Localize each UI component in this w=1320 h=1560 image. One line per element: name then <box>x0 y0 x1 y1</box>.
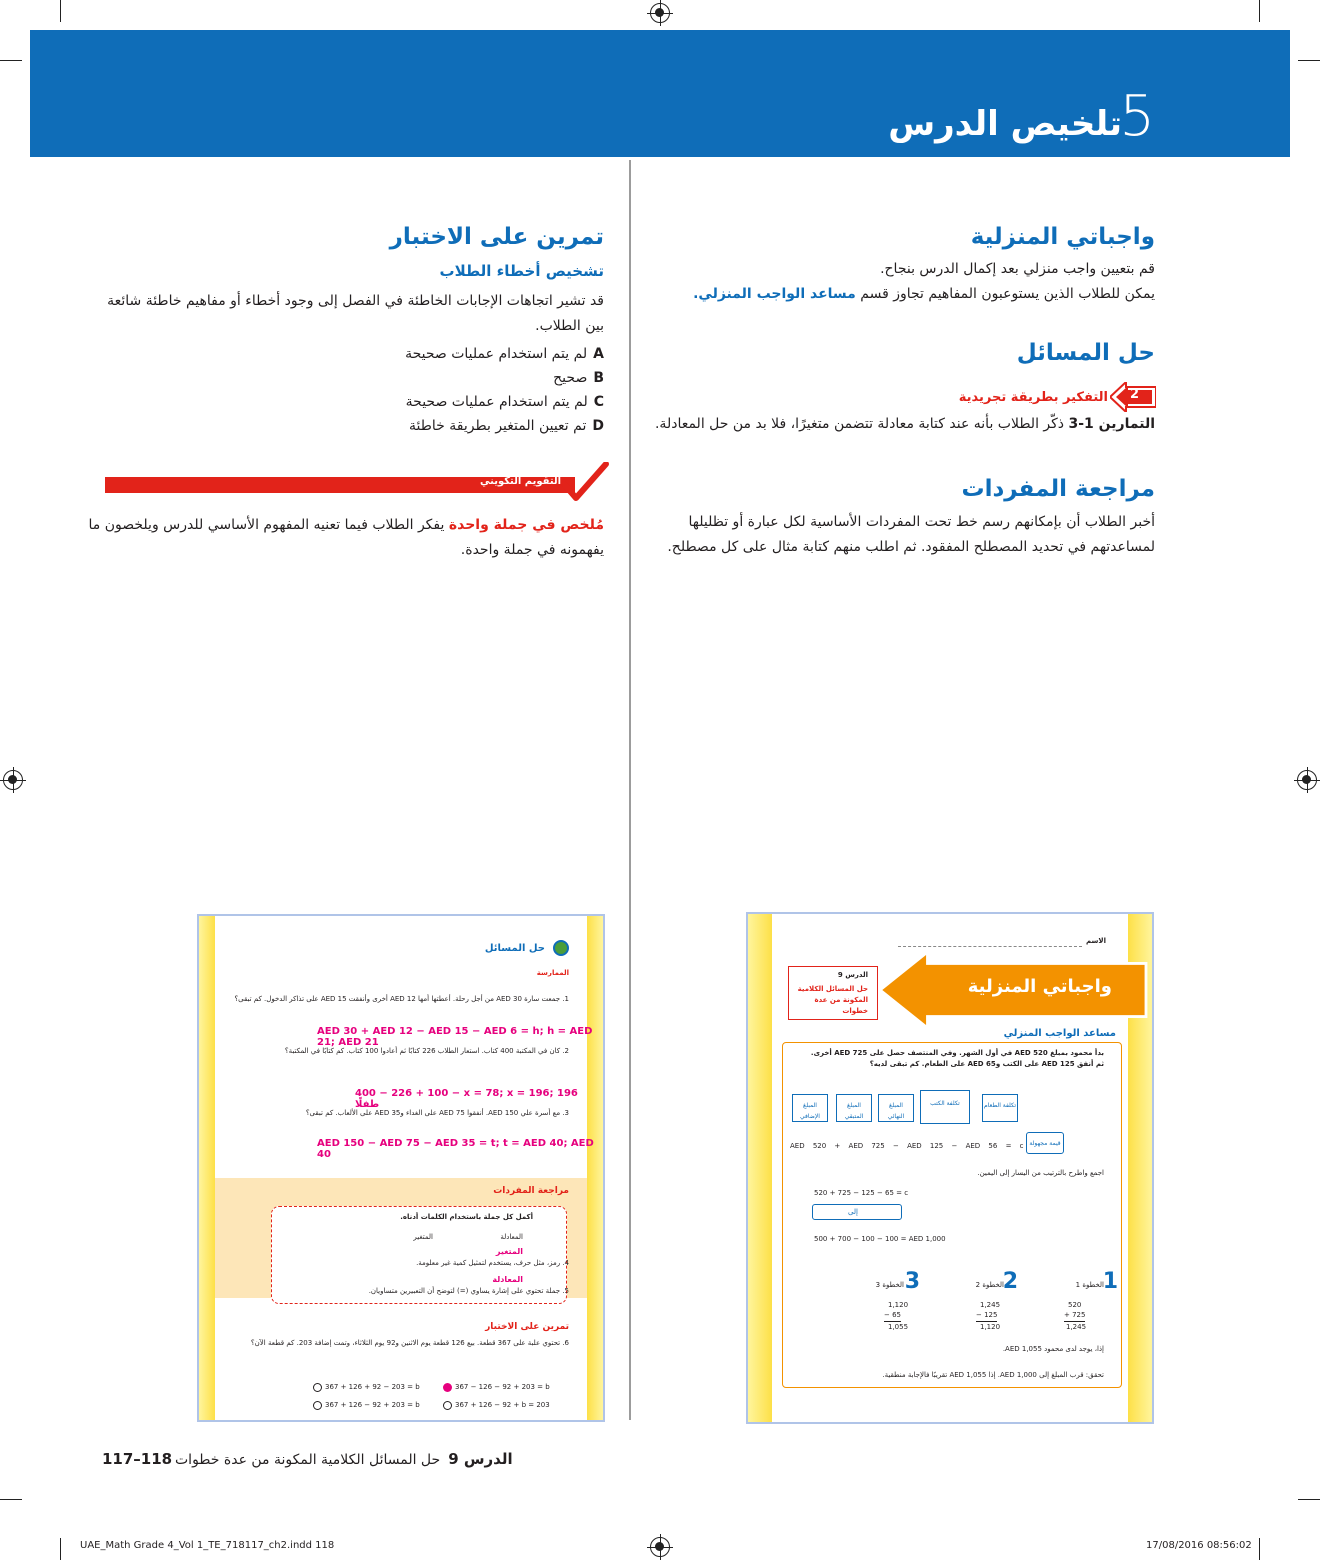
thumb-q3: 3. مع أسرة علي AED 150. أنفقوا AED 75 على الغداء وAED 35 على الألعاب. كم تبقى؟ <box>305 1109 569 1117</box>
choice-circle-icon <box>313 1401 322 1410</box>
thumb-a3: AED 150 − AED 75 − AED 35 = t; t = AED 40; AED 40 <box>317 1138 594 1160</box>
thumb-choice: 367 + 126 + 92 − 203 = b <box>325 1383 420 1391</box>
thumb-choice: 367 − 126 − 92 + 203 = b <box>455 1383 550 1391</box>
homework-helper-link: مساعد الواجب المنزلي. <box>693 286 856 302</box>
thumb-vocab-heading: مراجعة المفردات <box>493 1186 569 1196</box>
thumb-estimate: 520 + 725 − 125 − 65 = c <box>814 1189 909 1197</box>
footer-pages: 117–118 <box>102 1450 173 1468</box>
option-text: تم تعيين المتغير بطريقة خاطئة <box>409 418 587 434</box>
exercises-body: ذكّر الطلاب بأنه عند كتابة معادلة تتضمن متغيرًا، فلا بد من حل المعادلة. <box>654 416 1069 432</box>
selected-choice-icon <box>443 1383 452 1392</box>
crop-mark <box>1259 1538 1260 1560</box>
test-practice-heading: تمرين على الاختبار <box>389 224 604 250</box>
diagnose-line1: قد تشير اتجاهات الإجابات الخاطئة في الفصل إلى وجود أخطاء أو مفاهيم خاطئة شائعة <box>107 293 604 309</box>
registration-mark-icon <box>1297 770 1317 790</box>
option-letter: C <box>593 394 604 410</box>
thumb-box-label: تكلفة الطعام <box>984 1102 1016 1109</box>
thumb-name-label: الاسم <box>1086 937 1106 945</box>
thumb-practice-tag: الممارسة <box>536 969 569 977</box>
option-text: لم يتم استخدام عمليات صحيحة <box>405 346 588 362</box>
option-text: صحيح <box>553 370 588 386</box>
thumb-q2: 2. كان في المكتبة 400 كتاب. استعار الطلاب 226 كتابًا ثم أعادوا 100 كتاب. كم كتابًا في المكتبة؟ <box>284 1047 569 1055</box>
thumb-q1: 1. جمعت سارة AED 30 من أجل رحلة. أعطتها أمها AED 12 أخرى وأنفقت AED 15 على تذاكر الدخول. كم تبقى؟ <box>234 995 569 1003</box>
eq-term: AED 56 <box>965 1142 998 1150</box>
thumb-vocab-note: أكمل كل جملة باستخدام الكلمات أدناه. <box>400 1213 533 1221</box>
slug-filename: UAE_Math Grade 4_Vol 1_TE_718117_ch2.indd 118 <box>80 1540 335 1551</box>
formative-line1 <box>89 513 605 538</box>
crop-mark <box>0 60 22 61</box>
registration-mark-icon <box>650 3 670 23</box>
thumb-box-label: المبلغ المتبقي <box>844 1102 864 1120</box>
thumb-step-r: 1,055 <box>888 1323 909 1331</box>
thumb-round-label: إلى <box>848 1208 858 1216</box>
registration-mark-icon <box>650 1537 670 1557</box>
banner-number: 5 <box>1119 84 1155 149</box>
thumb-step-r: 1,120 <box>980 1323 1001 1331</box>
thumb-step-a: 1,120 <box>888 1301 909 1309</box>
banner-title: تلخيص الدرس <box>888 104 1122 144</box>
formative-line2: يفهمونه في جملة واحدة. <box>460 542 604 558</box>
crop-mark <box>60 0 61 22</box>
diagnose-line2: بين الطلاب. <box>535 318 604 334</box>
option-letter: A <box>593 346 604 362</box>
homework-line2-text: يمكن للطلاب الذين يستوعبون المفاهيم تجاوز قسم <box>855 286 1155 302</box>
eq-term: AED 520 <box>790 1142 827 1150</box>
thumb-unknown-label: قيمة مجهولة <box>1029 1140 1061 1147</box>
thumb-lesson-sub: حل المسائل الكلامية المكونة من عدة خطوات <box>797 985 868 1015</box>
thumb-vocab-word: المتغير <box>413 1233 433 1241</box>
practice-page-thumbnail <box>197 914 605 1422</box>
option-a <box>405 346 604 362</box>
thumb-step-num: 3 <box>904 1269 920 1294</box>
thumb-ps-heading: حل المسائل <box>484 943 545 954</box>
crop-mark <box>0 1499 22 1500</box>
thumb-yellow-edge <box>199 916 215 1420</box>
homework-heading: واجباتي المنزلية <box>970 224 1155 250</box>
thumb-choice: 367 + 126 − 92 + b = 203 <box>455 1401 550 1409</box>
crop-mark <box>1298 1499 1320 1500</box>
thumb-step-a: 1,245 <box>980 1301 1001 1309</box>
thumb-a1: AED 30 + AED 12 − AED 15 − AED 6 = h; h = AED 21; AED 21 <box>317 1026 593 1048</box>
registration-mark-icon <box>3 770 23 790</box>
thumb-answer: إذا، يوجد لدى محمود AED 1,055. <box>1002 1345 1104 1353</box>
thumb-estimate-note: اجمع واطرح بالترتيب من اليسار إلى اليمين. <box>977 1169 1104 1177</box>
thumb-choice: 367 + 126 − 92 + 203 = b <box>325 1401 420 1409</box>
thumb-v5: 5. جملة تحتوي على إشارة يساوي (=) لتوضح أن التعبيرين متساويان. <box>368 1287 569 1295</box>
thumb-v5-answer: المعادلة <box>492 1275 523 1284</box>
checkmark-icon <box>560 462 610 502</box>
thumb-vocab-word: المعادلة <box>500 1233 523 1241</box>
thumb-step-num: 1 <box>1102 1269 1118 1294</box>
thumb-step-label: الخطوة 2 <box>975 1281 1004 1289</box>
thumb-test-heading: تمرين على الاختبار <box>485 1322 569 1332</box>
thumb-step-r: 1,245 <box>1066 1323 1087 1331</box>
option-b <box>553 370 604 386</box>
thumb-v4-answer: المتغير <box>495 1247 523 1256</box>
thumb-check: تحقق: قرب المبلغ إلى AED 1,000. إذا AED 1,055 تقريبًا فالإجابة منطقية. <box>882 1371 1104 1379</box>
thumb-equation <box>790 1142 1024 1150</box>
option-text: لم يتم استخدام عمليات صحيحة <box>405 394 588 410</box>
thumb-intro: بدأ محمود بمبلغ AED 520 في أول الشهر. وفي المنتصف حصل على AED 725 أخرى. ثم أنفق AED 125 على الكتب وAED 65 على الطعام. كم تبقى لديه؟ <box>810 1049 1104 1068</box>
formative-assessment-label: التقويم التكويني <box>480 476 562 487</box>
globe-icon <box>553 940 569 956</box>
vocab-line1: أخبر الطلاب أن بإمكانهم رسم خط تحت المفردات الأساسية لكل عبارة أو تظليلها <box>688 514 1155 530</box>
thumb-name-line <box>898 946 1082 947</box>
eq-term: + <box>834 1142 841 1150</box>
eq-term: = <box>1005 1142 1012 1150</box>
option-letter: B <box>593 370 604 386</box>
crop-mark <box>60 1538 61 1560</box>
thumb-step-b: − 125 <box>976 1310 997 1322</box>
footer-title: حل المسائل الكلامية المكونة من عدة خطوات <box>175 1452 441 1468</box>
homework-line2 <box>693 282 1155 307</box>
eq-term: AED 725 <box>848 1142 885 1150</box>
thumb-step-label: الخطوة 1 <box>1075 1281 1104 1289</box>
choice-circle-icon <box>443 1401 452 1410</box>
thumb-q6: 6. تحتوي علبة على 367 قطعة. بيع 126 قطعة يوم الاثنين و92 يوم الثلاثاء، وتمت إضافة 203. كم قطعة الآن؟ <box>250 1339 569 1347</box>
homework-line1: قم بتعيين واجب منزلي بعد إكمال الدرس بنجاح. <box>880 261 1155 277</box>
thumb-rounded: 500 + 700 − 100 − 100 = AED 1,000 <box>814 1235 946 1243</box>
option-c <box>406 394 604 410</box>
eq-term: − <box>951 1142 958 1150</box>
practice-number: 2 <box>1130 387 1140 402</box>
thumb-lesson: الدرس 9 <box>837 971 868 979</box>
formative-lead: مُلخص في جملة واحدة <box>448 517 604 533</box>
homework-page-thumbnail <box>746 912 1154 1424</box>
thumb-step-num: 2 <box>1002 1269 1018 1294</box>
eq-term: AED 125 <box>907 1142 944 1150</box>
thumb-yellow-edge <box>587 916 603 1420</box>
thumb-help-heading: مساعد الواجب المنزلي <box>1003 1028 1116 1039</box>
eq-term: − <box>892 1142 899 1150</box>
diagnose-subheading: تشخيص أخطاء الطلاب <box>439 262 604 280</box>
choice-circle-icon <box>313 1383 322 1392</box>
thumb-box-label: المبلغ الإضافي <box>800 1102 820 1120</box>
vocab-heading: مراجعة المفردات <box>961 476 1155 502</box>
option-d <box>409 418 604 434</box>
exercises-label: التمارين 1-3 <box>1068 416 1155 432</box>
footer-lesson: الدرس 9 <box>448 1450 513 1468</box>
thumb-title: واجباتي المنزلية <box>967 976 1112 997</box>
vocab-line2: لمساعدتهم في تحديد المصطلح المفقود. ثم اطلب منهم كتابة مثال على كل مصطلح. <box>667 539 1155 555</box>
eq-term: c <box>1019 1142 1024 1150</box>
option-letter: D <box>592 418 604 434</box>
thumb-v4: 4. رمز، مثل حرف، يستخدم لتمثيل كمية غير معلومة. <box>416 1259 569 1267</box>
slug-timestamp: 17/08/2016 08:56:02 <box>1146 1540 1252 1551</box>
crop-mark <box>1259 0 1260 22</box>
formative-body: يفكر الطلاب فيما تعنيه المفهوم الأساسي للدرس ويلخصون ما <box>88 517 449 533</box>
thumb-a2: 400 − 226 + 100 − x = 78; x = 196; 196 طفلًا <box>355 1088 578 1110</box>
problem-solving-heading: حل المسائل <box>1016 340 1155 366</box>
column-divider <box>629 160 631 1420</box>
thumb-step-label: الخطوة 3 <box>875 1281 904 1289</box>
thumb-box-label: تكلفة الكتب <box>930 1100 960 1107</box>
practice-label: التفكير بطريقة تجريدية <box>958 390 1108 405</box>
thumb-step-b: + 725 <box>1064 1310 1085 1322</box>
thumb-box-label: المبلغ النهائي <box>887 1102 905 1120</box>
exercises-text <box>655 412 1155 437</box>
thumb-yellow-edge <box>748 914 772 1422</box>
thumb-step-b: − 65 <box>884 1310 901 1322</box>
thumb-step-a: 520 <box>1068 1301 1082 1309</box>
footer-lesson-title <box>175 1450 513 1468</box>
crop-mark <box>1298 60 1320 61</box>
